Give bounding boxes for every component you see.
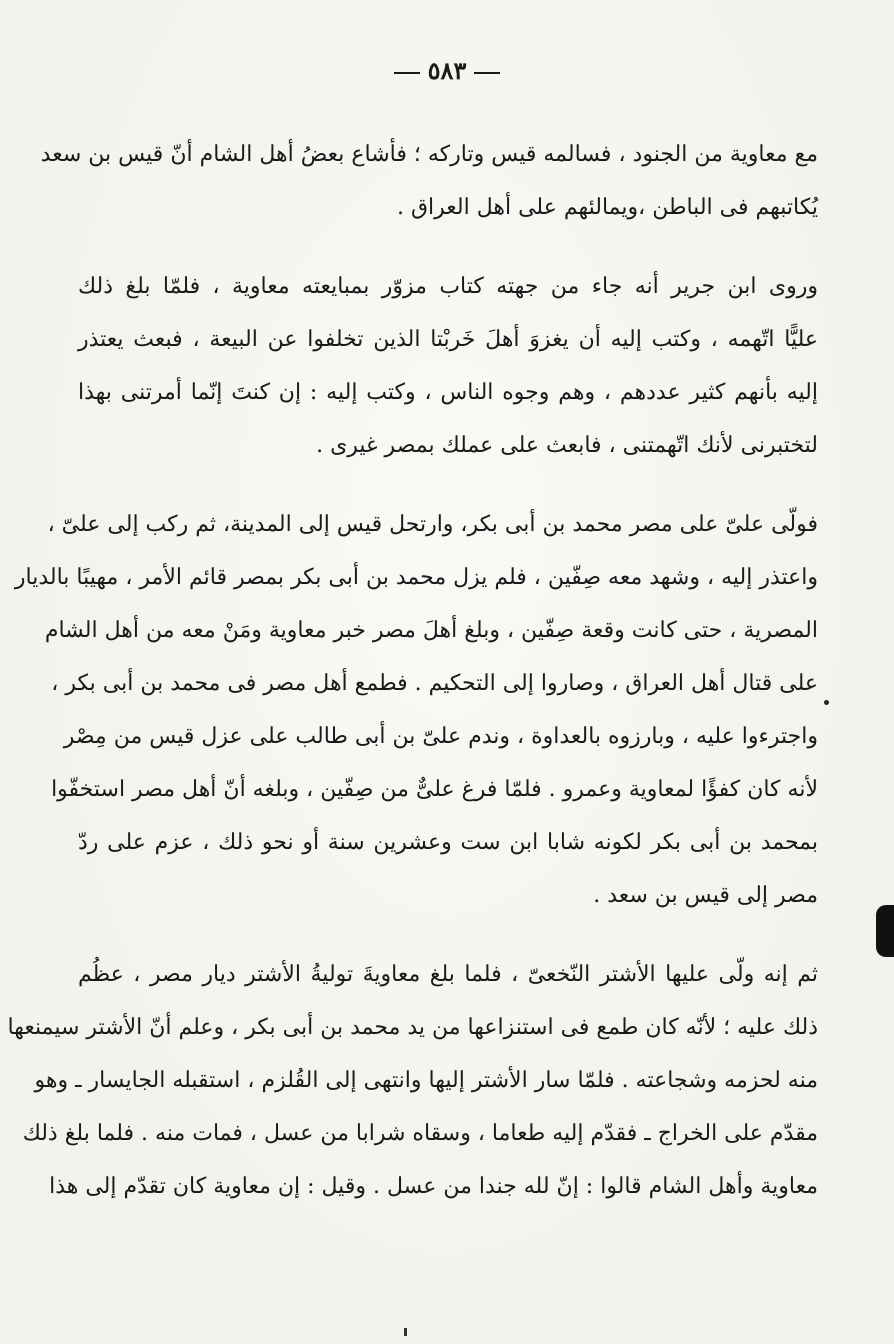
- text-line: ذلك عليه ؛ لأنّه كان طمع فى استنزاعها من يد محمد بن أبى بكر ، وعلم أنّ الأشتر سيمنعها: [7, 1015, 818, 1040]
- text-line: على قتال أهل العراق ، وصاروا إلى التحكيم . فطمع أهل مصر فى محمد بن أبى بكر ،: [51, 671, 818, 696]
- text-line: واعتذر إليه ، وشهد معه صِفّين ، فلم يزل محمد بن أبى بكر بمصر قائم الأمر ، مهيبًا بالديار: [14, 565, 818, 590]
- text-line: يُكاتبهم فى الباطن ،ويمالئهم على أهل العراق .: [397, 195, 818, 220]
- text-line: مقدّم على الخراج ـ فقدّم إليه طعاما ، وسقاه شرابا من عسل ، فمات منه . فلما بلغ ذلك: [22, 1121, 818, 1146]
- text-line: المصرية ، حتى كانت وقعة صِفّين ، وبلغ أهلَ مصر خبر معاوية ومَنْ معه من أهل الشام: [44, 618, 818, 643]
- paragraph-4: [7, 948, 818, 1213]
- text-line: مع معاوية من الجنود ، فسالمه قيس وتاركه ؛ فأشاع بعضُ أهل الشام أنّ قيس بن سعد: [40, 142, 818, 167]
- text-line: بمحمد بن أبى بكر لكونه شابا ابن ست وعشرين سنة أو نحو ذلك ، عزم على ردّ: [78, 830, 818, 855]
- text-line: منه لحزمه وشجاعته . فلمّا سار الأشتر إليها وانتهى إلى القُلزم ، استقبله الجايسار ـ وهو: [34, 1068, 818, 1093]
- paragraph-2: [78, 260, 818, 472]
- text-line: واجترءوا عليه ، وبارزوه بالعداوة ، وندم علىّ بن أبى طالب على عزل قيس من مِصْر: [63, 724, 818, 749]
- page-number-header: [0, 56, 894, 85]
- body-text: [7, 128, 818, 1213]
- bottom-speck: [404, 1328, 407, 1336]
- text-line: لتختبرنى لأنك اتّهمتنى ، فابعث على عملك بمصر غيرى .: [316, 433, 818, 458]
- page-number: ٥٨٣: [427, 56, 467, 85]
- paragraph-3: [14, 498, 818, 922]
- header-dash-left: [394, 72, 420, 74]
- paragraph-1: [40, 128, 818, 234]
- text-line: وروى ابن جرير أنه جاء من جهته كتاب مزوّر بمبايعته معاوية ، فلمّا بلغ ذلك: [78, 274, 818, 299]
- text-line: إليه بأنهم كثير عددهم ، وهم وجوه الناس ، وكتب إليه : إن كنتَ إنّما أمرتنى بهذا: [78, 380, 818, 405]
- text-line: فولّى علىّ على مصر محمد بن أبى بكر، وارتحل قيس إلى المدينة، ثم ركب إلى علىّ ،: [47, 512, 818, 537]
- text-line: لأنه كان كفؤًا لمعاوية وعمرو . فلمّا فرغ علىٌّ من صِفّين ، وبلغه أنّ أهل مصر استخفّوا: [51, 777, 818, 802]
- text-line: مصر إلى قيس بن سعد .: [593, 883, 818, 908]
- ink-dot: [824, 700, 829, 705]
- text-line: عليًّا اتّهمه ، وكتب إليه أن يغزوَ أهلَ خَربْتا الذين تخلفوا عن البيعة ، فبعث يعتذر: [78, 327, 818, 352]
- text-line: معاوية وأهل الشام قالوا : إنّ لله جندا من عسل . وقيل : إن معاوية كان تقدّم إلى هذا: [49, 1174, 818, 1199]
- header-dash-right: [474, 72, 500, 74]
- binding-ink-mark: [876, 905, 894, 957]
- text-line: ثم إنه ولّى عليها الأشتر النّخعىّ ، فلما بلغ معاويةَ توليةُ الأشتر ديار مصر ، عظُم: [78, 962, 818, 987]
